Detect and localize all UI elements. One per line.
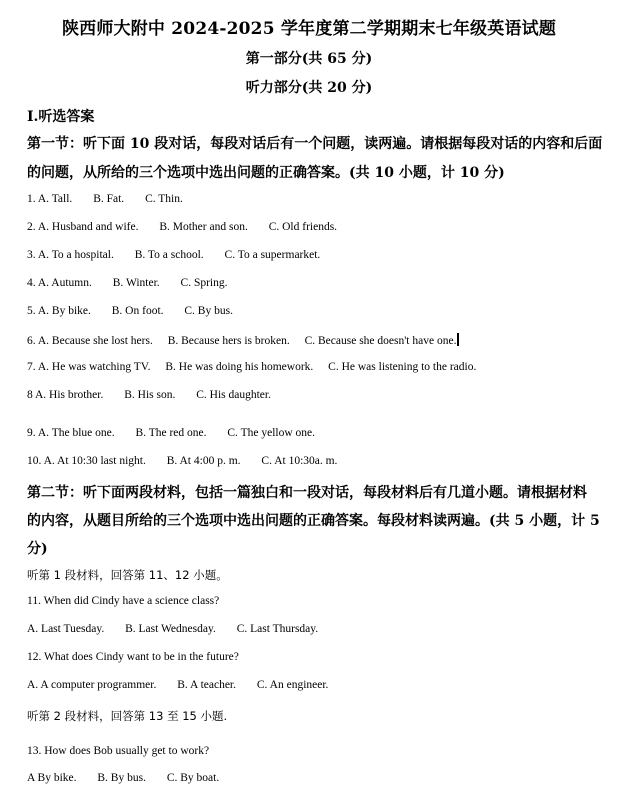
listening-heading: 听力部分(共 20 分) (245, 80, 373, 96)
option-c: C. Thin. (145, 193, 183, 205)
section2-instruction-line3: 分) (27, 541, 48, 557)
option-a: 5. A. By bike. (27, 305, 91, 317)
option-a: 3. A. To a hospital. (27, 249, 114, 261)
option-a: A By bike. (27, 772, 77, 784)
option-c: C. Because she doesn't have one. (304, 335, 457, 347)
option-a: 9. A. The blue one. (27, 427, 115, 439)
option-a: A. A computer programmer. (27, 679, 157, 691)
option-c: C. At 10:30a. m. (261, 455, 338, 467)
question-row-1 (27, 193, 183, 205)
section1-instruction-line2: 的问题，从所给的三个选项中选出问题的正确答案。(共 10 小题，计 10 分) (27, 165, 505, 181)
question-12: 12. What does Cindy want to be in the future? (27, 651, 239, 663)
section2-instruction-line2: 的内容，从题目所给的三个选项中选出问题的正确答案。每段材料读两遍。(共 5 小题，计 5 (27, 513, 600, 529)
question-13-options (27, 772, 219, 784)
option-c: C. By boat. (166, 772, 220, 784)
option-a: 4. A. Autumn. (27, 277, 92, 289)
material2-instruction: 听第 2 段材料，回答第 13 至 15 小题. (27, 709, 228, 723)
question-row-6 (27, 333, 459, 347)
question-12-options (27, 679, 328, 691)
option-a: 2. A. Husband and wife. (27, 221, 139, 233)
option-b: B. A teacher. (177, 679, 236, 691)
part-one-heading: 第一部分(共 65 分) (245, 51, 373, 67)
option-a: 10. A. At 10:30 last night. (27, 455, 146, 467)
option-c: C. Spring. (180, 277, 228, 289)
option-a: 1. A. Tall. (27, 193, 73, 205)
question-11-options (27, 623, 318, 635)
section1-instruction-line1: 第一节：听下面 10 段对话，每段对话后有一个问题，读两遍。请根据每段对话的内容和后面 (27, 136, 603, 152)
option-b: B. Last Wednesday. (125, 623, 216, 635)
question-row-3 (27, 249, 320, 261)
question-row-5 (27, 305, 233, 317)
option-b: B. On foot. (111, 305, 164, 317)
question-11: 11. When did Cindy have a science class? (27, 595, 220, 607)
option-c: C. The yellow one. (227, 427, 316, 439)
option-b: B. Mother and son. (159, 221, 248, 233)
question-row-4 (27, 277, 228, 289)
option-b: B. To a school. (134, 249, 204, 261)
option-a: A. Last Tuesday. (27, 623, 105, 635)
option-c: C. To a supermarket. (224, 249, 321, 261)
option-c: C. Old friends. (268, 221, 338, 233)
option-c: C. An engineer. (256, 679, 329, 691)
question-row-7 (27, 361, 476, 373)
text-cursor (457, 333, 459, 346)
option-b: B. Winter. (112, 277, 160, 289)
question-row-10 (27, 455, 337, 467)
option-c: C. His daughter. (196, 389, 271, 401)
question-13: 13. How does Bob usually get to work? (27, 745, 210, 757)
option-b: B. His son. (124, 389, 176, 401)
question-row-8 (27, 389, 271, 401)
option-c: C. He was listening to the radio. (328, 361, 477, 373)
option-a: 6. A. Because she lost hers. (27, 335, 153, 347)
option-b: B. He was doing his homework. (165, 361, 314, 373)
option-a: 8 A. His brother. (27, 389, 104, 401)
section2-instruction-line1: 第二节：听下面两段材料，包括一篇独白和一段对话，每段材料后有几道小题。请根据材料 (27, 485, 587, 501)
option-b: B. By bus. (97, 772, 146, 784)
question-row-2 (27, 221, 337, 233)
section-i-heading: Ⅰ.听选答案 (27, 109, 95, 125)
option-b: B. The red one. (135, 427, 207, 439)
option-b: B. Fat. (93, 193, 125, 205)
question-row-9 (27, 427, 315, 439)
option-b: B. At 4:00 p. m. (166, 455, 241, 467)
option-a: 7. A. He was watching TV. (27, 361, 151, 373)
material1-instruction: 听第 1 段材料，回答第 11、12 小题。 (27, 568, 228, 582)
option-b: B. Because hers is broken. (167, 335, 290, 347)
exam-title: 陕西师大附中 2024-2025 学年度第二学期期末七年级英语试题 (61, 19, 557, 39)
option-c: C. Last Thursday. (236, 623, 319, 635)
option-c: C. By bus. (184, 305, 233, 317)
